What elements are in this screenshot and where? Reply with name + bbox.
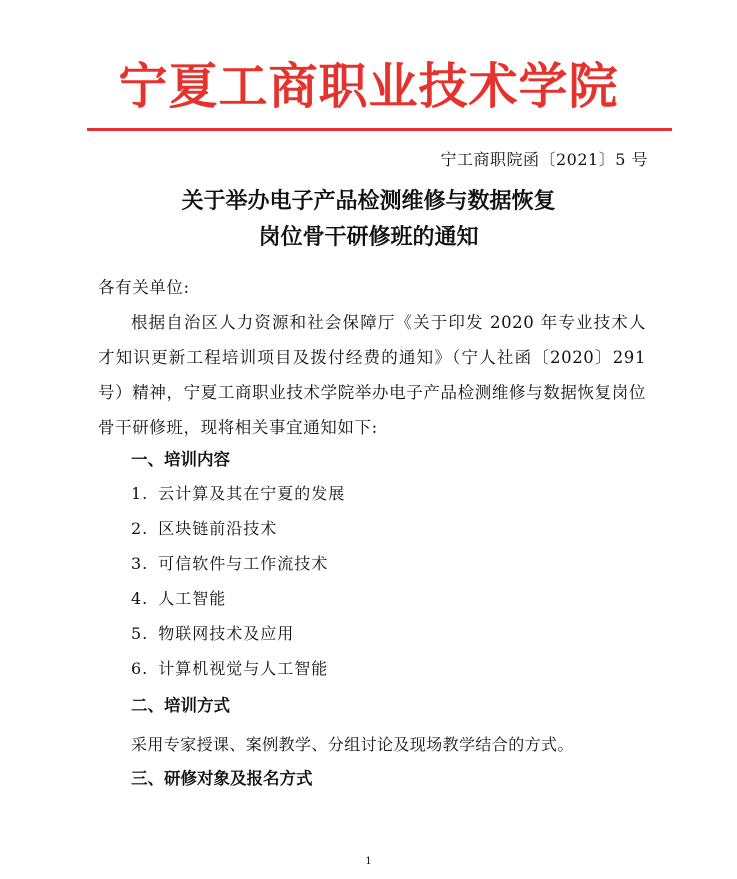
list-item-text: 物联网技术及应用 (158, 624, 295, 643)
notice-title-line-1: 关于举办电子产品检测维修与数据恢复 (181, 189, 556, 214)
intro-paragraph: 根据自治区人力资源和社会保障厅《关于印发 2020 年专业技术人才知识更新工程培训项目及拨付经费的通知》（宁人社函〔2020〕291 号）精神，宁夏工商职业技术学院举办电子产品检测维修与数据恢复岗位骨干研修班，现将相关事宜通知如下: (98, 313, 646, 437)
salutation: 各有关单位: (98, 278, 190, 297)
list-item (131, 550, 345, 585)
list-item-text: 可信软件与工作流技术 (158, 554, 329, 573)
list-item-number: 5. (131, 624, 149, 643)
list-item-number: 1. (131, 484, 149, 503)
list-item-text: 区块链前沿技术 (158, 519, 278, 538)
section-heading-target: 三、研修对象及报名方式 (131, 769, 313, 788)
section-heading-content: 一、培训内容 (131, 450, 230, 469)
list-item-text: 计算机视觉与人工智能 (158, 659, 329, 678)
list-item-text: 云计算及其在宁夏的发展 (158, 484, 346, 503)
list-item-number: 4. (131, 589, 149, 608)
list-item (131, 585, 345, 620)
notice-title (0, 184, 737, 256)
list-item-number: 2. (131, 519, 149, 538)
training-content-list (131, 480, 345, 690)
list-item (131, 515, 345, 550)
list-item-number: 6. (131, 659, 149, 678)
list-item (131, 655, 345, 690)
list-item (131, 620, 345, 655)
section-heading-method: 二、培训方式 (131, 696, 230, 715)
list-item (131, 480, 345, 515)
list-item-text: 人工智能 (158, 589, 227, 608)
letterhead-divider (87, 128, 672, 131)
institution-letterhead: 宁夏工商职业技术学院 (118, 57, 619, 115)
document-number: 宁工商职院函〔2021〕5 号 (440, 150, 648, 169)
page-number: 1 (365, 856, 372, 867)
notice-title-line-2: 岗位骨干研修班的通知 (258, 225, 479, 250)
training-method-text: 采用专家授课、案例教学、分组讨论及现场教学结合的方式。 (131, 735, 574, 754)
list-item-number: 3. (131, 554, 149, 573)
